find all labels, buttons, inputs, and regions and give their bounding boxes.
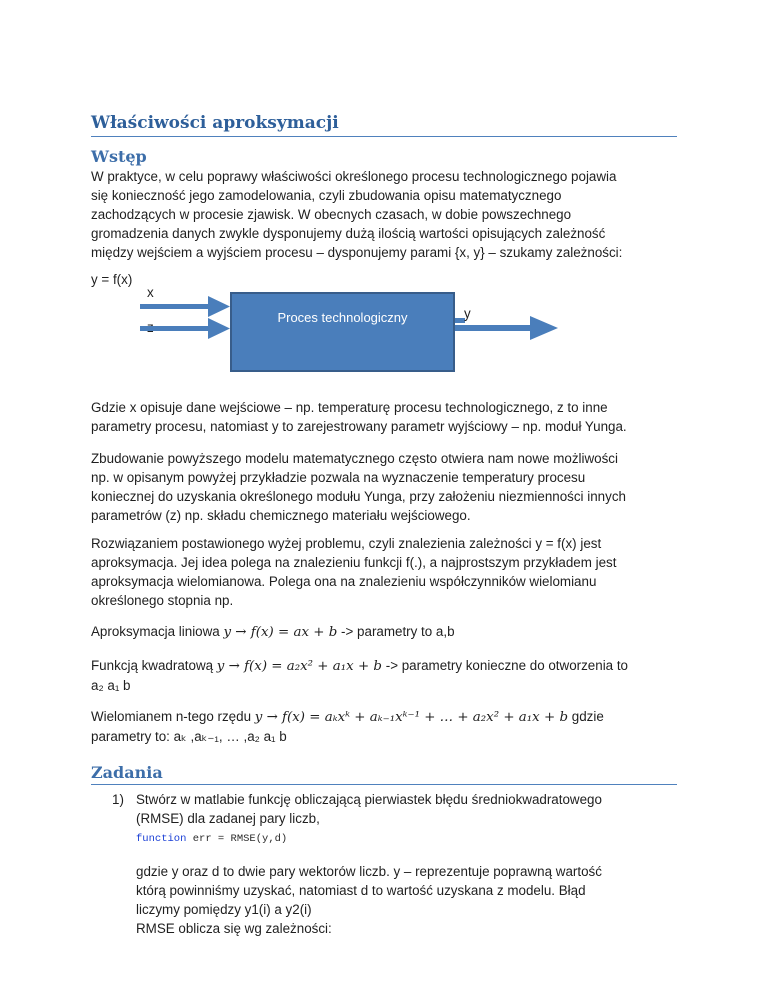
- quadratic-params: a₂ a₁ b: [91, 678, 131, 693]
- intro-line: gromadzenia danych zwykle dysponujemy dużą ilością wartości opisujących zależność: [91, 226, 606, 241]
- intro-line: zachodzących w procesie zjawisk. W obecnych czasach, w dobie powszechnego: [91, 207, 572, 222]
- diagram-output-y-label: y: [464, 306, 471, 321]
- paragraph-line: np. w opisanym powyżej przykładzie pozwala na wyznaczenie temperatury procesu: [91, 470, 586, 485]
- diagram-input-x-label: x: [147, 285, 154, 300]
- quadratic-approximation: Funkcją kwadratową y → f(x) = a₂x² + a₁x + b -> parametry konieczne do otworzenia to a₂ a₁ b: [91, 656, 681, 695]
- code-signature: err = RMSE(y,d): [186, 833, 288, 845]
- code-keyword: function: [136, 833, 187, 845]
- paragraph-line: koniecznej do uzyskania określonego modułu Yunga, przy założeniu niezmienności innych: [91, 489, 626, 504]
- section-heading-tasks: Zadania: [91, 763, 163, 782]
- intro-line: między wejściem a wyjściem procesu – dysponujemy parami {x, y} – szukamy zależności:: [91, 245, 623, 260]
- linear-approximation: Aproksymacja liniowa y → f(x) = ax + b -> parametry to a,b: [91, 624, 455, 640]
- task-number: 1): [112, 792, 124, 807]
- title-underline: [91, 136, 677, 137]
- task-1: [136, 790, 676, 938]
- paragraph-line: Zbudowanie powyższego modelu matematycznego często otwiera nam nowe możliwości: [91, 451, 618, 466]
- paragraph-line: Rozwiązaniem postawionego wyżej problemu, czyli znalezienia zależności y = f(x) jest: [91, 536, 602, 551]
- input-arrow-x: [140, 296, 230, 317]
- paragraph-line: parametrów (z) np. składu chemicznego materiału wejściowego.: [91, 508, 471, 523]
- paragraph-line: parametry procesu, natomiast y to zarejestrowany parametr wyjściowy – np. moduł Yunga.: [91, 419, 627, 434]
- document-title: Właściwości aproksymacji: [91, 113, 339, 133]
- task-explanation: [136, 862, 676, 938]
- paragraph-line: aproksymacja wielomianowa. Polega ona na znalezieniu współczynników wielomianu: [91, 574, 597, 589]
- process-box: [230, 292, 455, 372]
- polynomial-formula: y → f(x) = aₖxᵏ + aₖ₋₁xᵏ⁻¹ + … + a₂x² + a₁x + b: [254, 710, 569, 725]
- intro-line: W praktyce, w celu poprawy właściwości określonego procesu technologicznego pojawia: [91, 169, 617, 184]
- paragraph-line: określonego stopnia np.: [91, 593, 234, 608]
- task-line: liczymy pomiędzy y1(i) a y2(i): [136, 902, 312, 917]
- task-line: Stwórz w matlabie funkcję obliczającą pierwiastek błędu średniokwadratowego: [136, 792, 602, 807]
- linear-formula: y → f(x) = ax + b: [223, 625, 338, 640]
- task-line: którą powinniśmy uzyskać, natomiast d to wartość uzyskana z modelu. Błąd: [136, 883, 586, 898]
- relation-formula: y = f(x): [91, 272, 133, 287]
- paragraph-line: Gdzie x opisuje dane wejściowe – np. temperaturę procesu technologicznego, z to inne: [91, 400, 608, 415]
- polynomial-params: parametry to: aₖ ,aₖ₋₁, … ,a₂ a₁ b: [91, 729, 287, 744]
- code-snippet: [136, 830, 676, 849]
- section-heading-intro: Wstęp: [91, 147, 147, 166]
- intro-line: się konieczność jego zamodelowania, czyli zbudowania opisu matematycznego: [91, 188, 562, 203]
- tasks-underline: [91, 784, 677, 785]
- paragraph-model: [91, 449, 681, 525]
- task-line: RMSE oblicza się wg zależności:: [136, 921, 332, 936]
- process-box-label: Proces technologiczny: [277, 310, 408, 325]
- polynomial-approximation: Wielomianem n-tego rzędu y → f(x) = aₖxᵏ + aₖ₋₁xᵏ⁻¹ + … + a₂x² + a₁x + b gdzie parametry to: aₖ ,aₖ₋₁, … ,a₂ a₁ b: [91, 707, 681, 746]
- paragraph-variables: [91, 398, 681, 436]
- task-line: (RMSE) dla zadanej pary liczb,: [136, 811, 320, 826]
- task-line: gdzie y oraz d to dwie pary wektorów liczb. y – reprezentuje poprawną wartość: [136, 864, 602, 879]
- paragraph-line: aproksymacja. Jej idea polega na znalezieniu funkcji f(.), a najprostszym przykładem jest: [91, 555, 617, 570]
- input-arrow-z: [140, 318, 230, 339]
- intro-paragraph: [91, 167, 681, 262]
- quadratic-formula: y → f(x) = a₂x² + a₁x + b: [216, 659, 382, 674]
- paragraph-approximation: [91, 534, 681, 610]
